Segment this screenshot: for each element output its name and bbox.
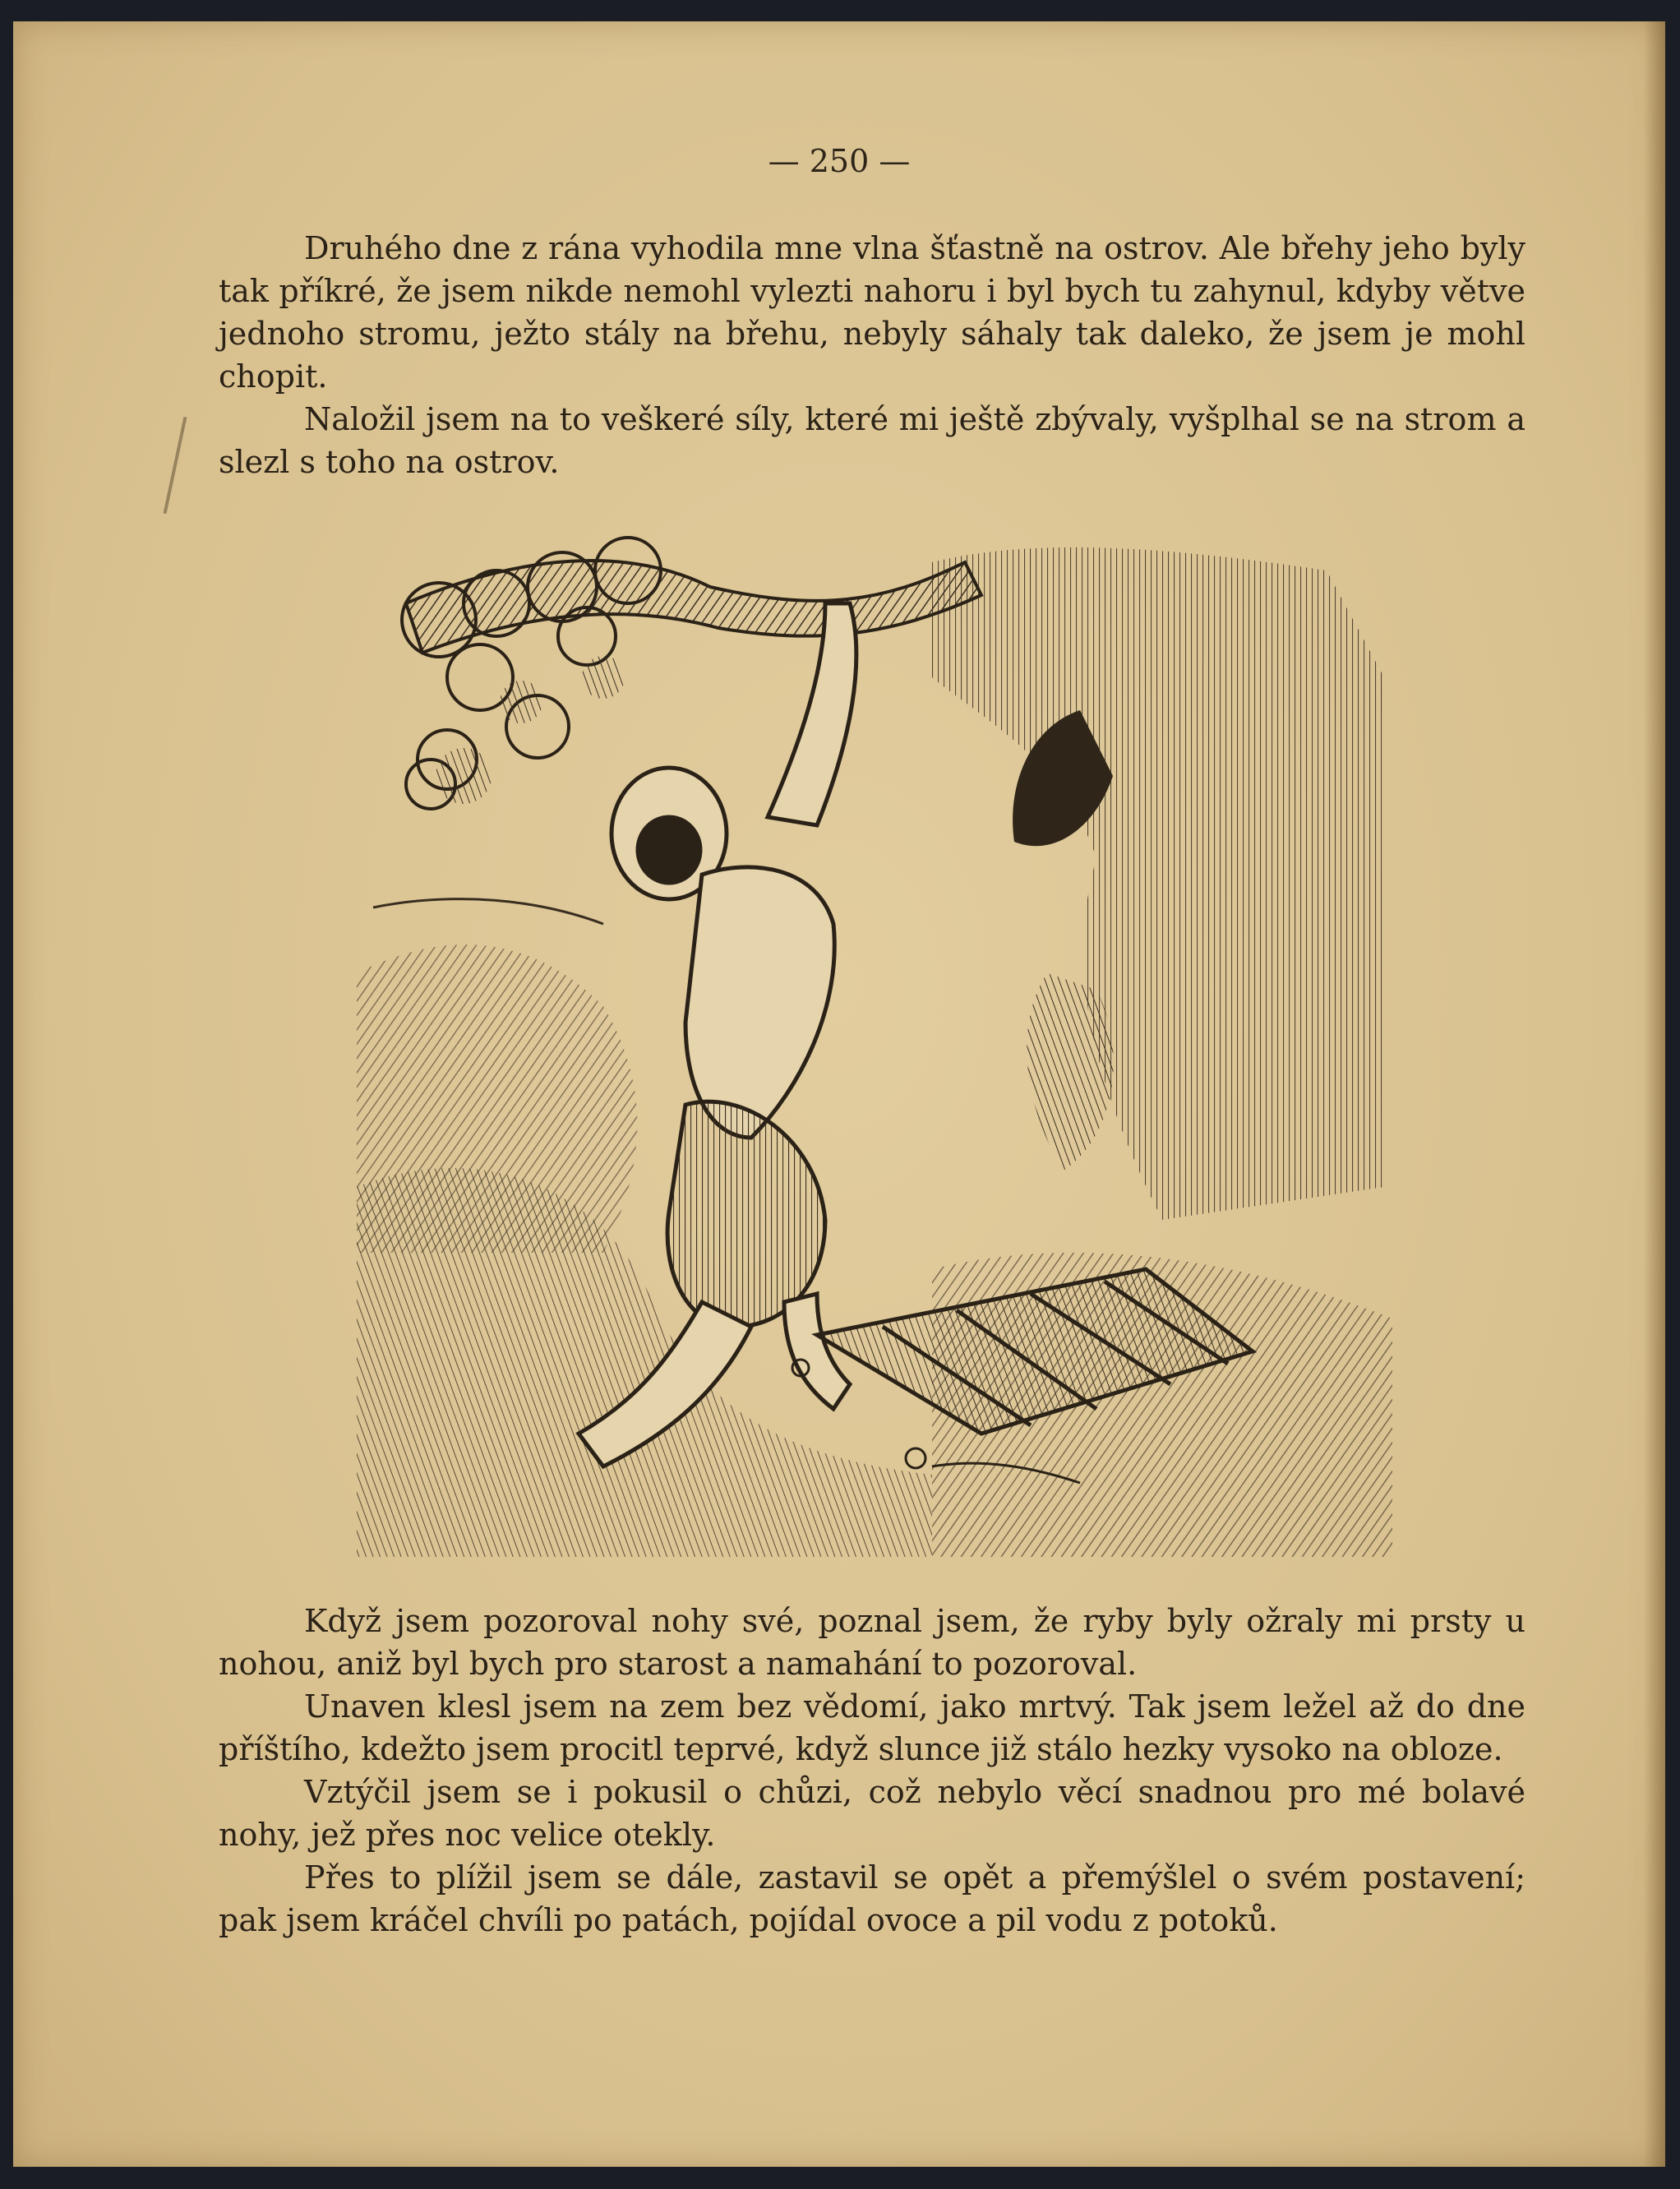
page-number: — 250 — xyxy=(768,143,911,179)
paragraph: Vztýčil jsem se i pokusil o chůzi, což nebylo věcí snadnou pro mé bolavé nohy, jež přes noc velice otekly. xyxy=(219,1774,1525,1853)
page-edge-shadow xyxy=(1644,21,1665,2167)
paragraph: Druhého dne z rána vyhodila mne vlna šťastně na ostrov. Ale břehy jeho byly tak příkré, že jsem nikde nemohl vylezti nahoru i byl bych tu zahynul, kdyby větve jednoho stromu, ježto stály na břehu, nebyly sáhaly tak daleko, že jsem je mohl chopit. xyxy=(219,230,1525,395)
text-block-bottom xyxy=(219,1600,1525,1942)
book-page xyxy=(13,21,1665,2167)
text-block-top xyxy=(219,227,1525,483)
engraving-illustration xyxy=(357,513,1392,1557)
paragraph: Naložil jsem na to veškeré síly, které mi ještě zbývaly, vyšplhal se na strom a slezl s toho na ostrov. xyxy=(219,401,1525,480)
paragraph: Unaven klesl jsem na zem bez vědomí, jako mrtvý. Tak jsem ležel až do dne příštího, kdežto jsem procitl teprvé, když slunce již stálo hezky vysoko na obloze. xyxy=(219,1688,1525,1767)
paragraph: Přes to plížil jsem se dále, zastavil se opět a přemýšlel o svém postavení; pak jsem kráčel chvíli po patách, pojídal ovoce a pil vodu z potoků. xyxy=(219,1859,1525,1938)
engraving-man-climbing-tree-from-sea xyxy=(357,513,1392,1557)
margin-pencil-mark xyxy=(164,417,187,514)
paragraph: Když jsem pozoroval nohy své, poznal jsem, že ryby byly ožraly mi prsty u nohou, aniž byl bych pro starost a namahání to pozoroval. xyxy=(219,1603,1525,1682)
